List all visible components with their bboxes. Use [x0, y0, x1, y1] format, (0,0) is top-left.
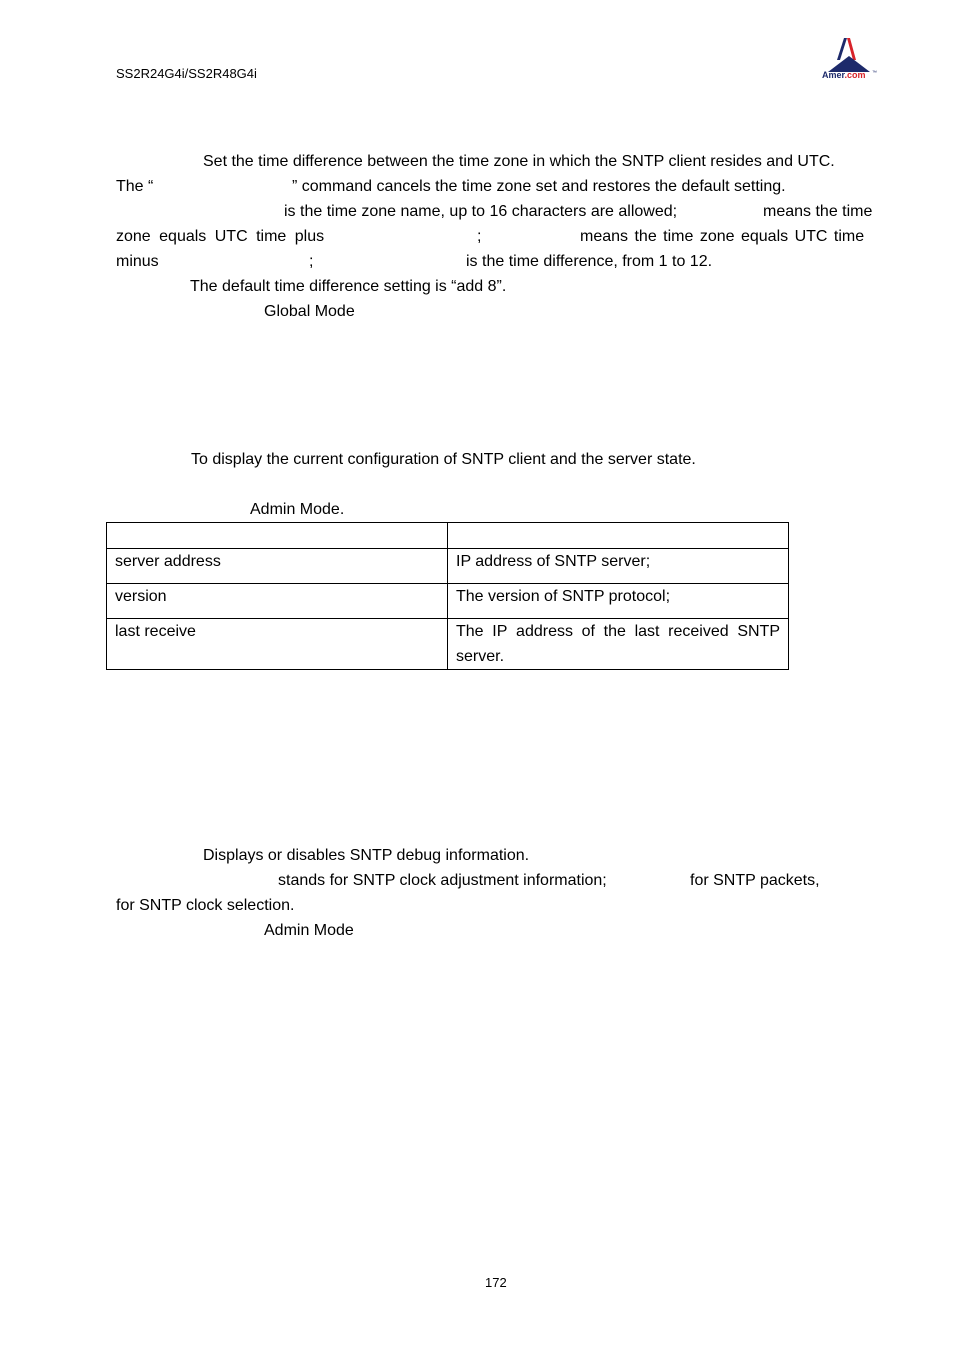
word: received — [668, 623, 729, 640]
s2-command-mode: Admin Mode. — [250, 501, 345, 518]
s3-function-text: Displays or disables SNTP debug information. — [203, 847, 530, 864]
logo-stroke-left — [837, 38, 847, 60]
s1-line2-start: The “ — [116, 178, 154, 195]
s1-command-mode: Global Mode — [264, 303, 355, 320]
sntp-display-table — [106, 522, 789, 670]
s1-line5-range: is the time difference, from 1 to 12. — [466, 253, 713, 270]
s2-usage-text: To display the current configuration of SNTP client and the server state. — [191, 451, 696, 468]
table-cell-field: version — [107, 584, 448, 619]
word: The — [456, 623, 484, 640]
word: address — [516, 623, 573, 640]
s3-param-packet: for SNTP packets, — [690, 872, 820, 889]
s3-command-mode: Admin Mode — [264, 922, 354, 939]
table-cell-desc — [448, 619, 789, 670]
word: last — [634, 623, 660, 640]
document-model-header: SS2R24G4i/SS2R48G4i — [116, 66, 257, 81]
table-cell-desc: The version of SNTP protocol; — [448, 584, 789, 619]
s1-line5-minus: minus — [116, 253, 159, 270]
s1-line5-sep: ; — [309, 253, 314, 270]
table-cell-desc: IP address of SNTP server; — [448, 549, 789, 584]
s1-line4-plus: zone equals UTC time plus — [116, 228, 325, 245]
logo-wordmark: Amer.com — [822, 70, 866, 80]
table-row — [107, 549, 789, 584]
table-header-cell — [107, 523, 448, 549]
s1-function-text: Set the time difference between the time zone in which the SNTP client resides and UTC. — [203, 153, 835, 170]
s1-line4-subtract: means the time zone equals UTC time — [580, 228, 865, 245]
word: SNTP — [737, 623, 780, 640]
word: IP — [492, 623, 508, 640]
table-row — [107, 584, 789, 619]
s1-line1 — [203, 152, 880, 172]
s1-default-text: The default time difference setting is “add 8”. — [190, 278, 507, 295]
word: the — [603, 623, 626, 640]
table-cell-field: last receive — [107, 619, 448, 670]
s1-line3-add: means the time — [763, 203, 873, 220]
s3-param-select: for SNTP clock selection. — [116, 897, 295, 914]
table-row — [107, 619, 789, 670]
s1-line4-sep: ; — [477, 228, 482, 245]
amer-logo — [818, 34, 880, 82]
table-header-row — [107, 523, 789, 549]
table-cell-field: server address — [107, 549, 448, 584]
page-number: 172 — [485, 1275, 507, 1290]
s1-line2-end: ” command cancels the time zone set and restores the default setting. — [292, 178, 786, 195]
table-cell-desc-line2: server. — [456, 648, 505, 665]
table-header-cell — [448, 523, 789, 549]
logo-tm: ™ — [872, 70, 877, 76]
s3-param-adjust: stands for SNTP clock adjustment information; — [278, 872, 607, 889]
word: of — [581, 623, 595, 640]
table-cell-desc-line1 — [456, 619, 780, 644]
s1-line3-param: is the time zone name, up to 16 characters are allowed; — [284, 203, 678, 220]
